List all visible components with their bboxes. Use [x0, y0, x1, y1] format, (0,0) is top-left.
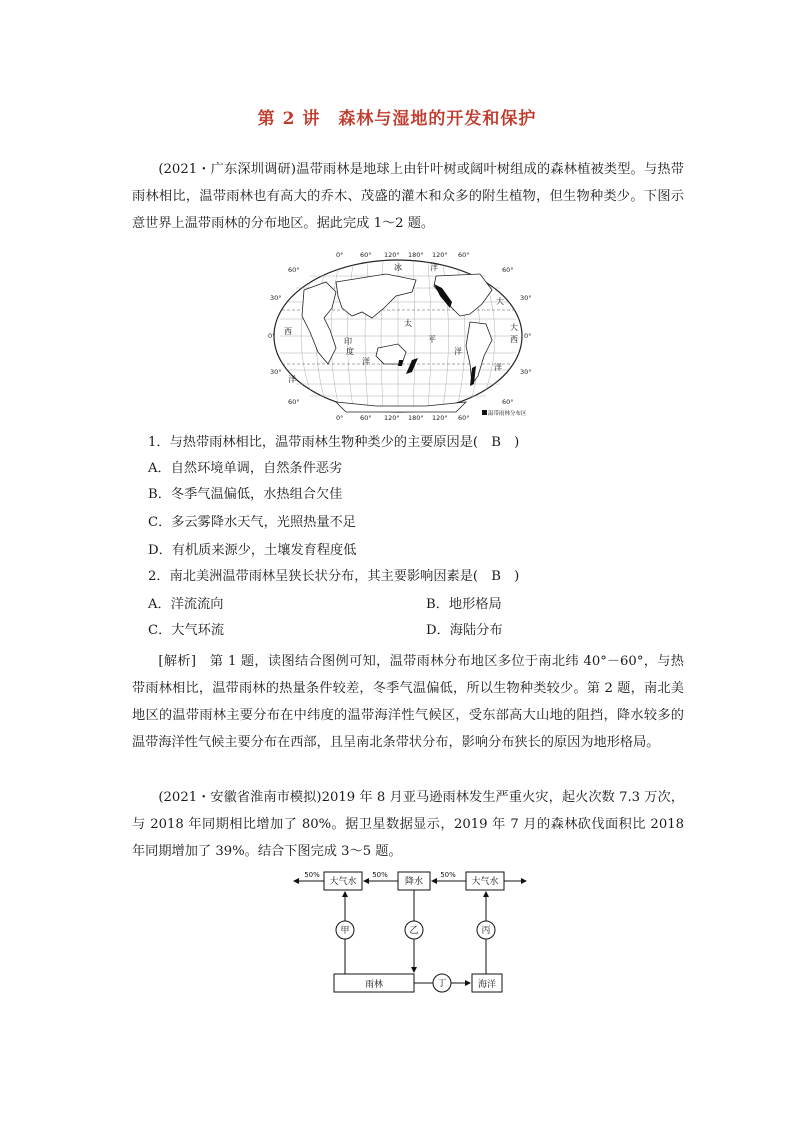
map-ocean-char-11: 大 — [510, 323, 518, 332]
map-ocean-char-7: 洋 — [362, 357, 370, 366]
map-lat-right-2: 0° — [524, 332, 532, 340]
map-ocean-char-12: 西 — [510, 335, 518, 344]
flow-circle-bing: 丙 — [481, 926, 491, 936]
map-lon-bottom-1: 60° — [360, 414, 372, 422]
map-lat-right-1: 30° — [520, 294, 532, 302]
q2-option-c: C．大气环流 — [148, 623, 225, 638]
map-ocean-char-1: 洋 — [430, 263, 438, 272]
flow-circle-yi: 乙 — [409, 926, 419, 936]
map-ocean-char-8: 西 — [284, 327, 292, 336]
map-lon-top-1: 60° — [360, 252, 372, 259]
map-ocean-char-5: 印 — [344, 337, 352, 346]
q1-option-d: D．有机质来源少，土壤发育程度低 — [148, 543, 357, 558]
flow-box1-label: 大气水 — [329, 877, 357, 887]
map-lat-left-3: 30° — [270, 368, 282, 376]
map-lon-bottom-4: 120° — [432, 414, 448, 422]
analysis-paragraph: [解析] 第 1 题，读图结合图例可知，温带雨林分布地区多位于南北纬 40°－60°，与热带雨林相比，温带雨林的热量条件较差，冬季气温偏低，所以生物种类较少。第 2 题，南北美地区的温带雨林主要分布在中纬度的温带海洋性气候区，受东部高大山地的阻挡，降水较多的温带海洋性气候主要分布在西部，且呈南北条带状分布，影响分布狭长的原因为地形格局。 — [132, 654, 684, 750]
legend-swatch — [482, 410, 487, 415]
flow-pct-3: 50% — [440, 871, 456, 879]
map-ocean-char-6: 度 — [346, 347, 354, 356]
q2-option-b: B．地形格局 — [426, 597, 502, 612]
q1-option-c: C．多云雾降水天气，光照热量不足 — [148, 515, 356, 530]
flow-box3-label: 大气水 — [471, 877, 499, 887]
flow-pct-2: 50% — [372, 871, 388, 879]
q2-stem: 2．南北美洲温带雨林呈狭长状分布，其主要影响因素是( B ) — [148, 569, 520, 584]
q1-stem: 1．与热带雨林相比，温带雨林生物种类少的主要原因是( B ) — [148, 435, 520, 450]
map-lon-top-3: 180° — [408, 252, 424, 259]
map-ocean-char-0: 冰 — [394, 263, 402, 272]
map-lat-left-2: 0° — [268, 332, 276, 340]
map-lat-right-4: 60° — [502, 398, 514, 406]
flow-circle-jia: 甲 — [340, 926, 350, 936]
map-lat-left-4: 60° — [288, 398, 300, 406]
map-ocean-char-9: 大 — [496, 297, 504, 306]
map-ocean-char-4: 洋 — [454, 347, 462, 356]
flow-pct-1: 50% — [304, 871, 320, 879]
map-lat-left-1: 30° — [270, 294, 282, 302]
q2-option-a: A．洋流流向 — [148, 597, 224, 612]
map-legend-label: 温带雨林分布区 — [488, 411, 527, 417]
map-lat-right-0: 60° — [502, 266, 514, 274]
q2-option-d: D．海陆分布 — [426, 623, 503, 638]
map-ocean-char-13: 洋 — [494, 363, 502, 372]
world-map-figure — [266, 252, 538, 422]
page-title: 第 2 讲 森林与湿地的开发和保护 — [257, 109, 537, 129]
map-lat-right-3: 30° — [520, 368, 532, 376]
map-lon-top-5: 60° — [458, 252, 470, 259]
q1-option-a: A．自然环境单调，自然条件恶劣 — [148, 461, 343, 476]
water-cycle-diagram — [290, 866, 530, 996]
intro-paragraph-1: (2021・广东深圳调研)温带雨林是地球上由针叶树或阔叶树组成的森林植被类型。与热带雨林相比，温带雨林也有高大的乔木、茂盛的灌木和众多的附生植物，但生物种类少。下图示意世界上温带雨林的分布地区。据此完成 1～2 题。 — [132, 162, 684, 231]
flow-box5-label: 海洋 — [477, 980, 497, 990]
map-lon-bottom-2: 120° — [384, 414, 400, 422]
map-lon-bottom-0: 0° — [336, 414, 344, 422]
flow-circle-ding: 丁 — [437, 979, 447, 989]
map-lon-top-4: 120° — [432, 252, 448, 259]
map-lon-bottom-5: 60° — [458, 414, 470, 422]
map-lon-top-0: 0° — [336, 252, 344, 259]
intro-paragraph-2: (2021・安徽省淮南市模拟)2019 年 8 月亚马逊雨林发生严重火灾，起火次数 7.3 万次，与 2018 年同期相比增加了 80%。据卫星数据显示，2019 年 7 月的森林砍伐面积比 2018 年同期增加了 39%。结合下图完成 3～5 题。 — [132, 790, 684, 859]
map-lon-top-2: 120° — [384, 252, 400, 259]
map-lon-bottom-3: 180° — [408, 414, 424, 422]
flow-box4-label: 雨林 — [364, 980, 384, 990]
map-ocean-char-3: 平 — [428, 335, 436, 344]
map-ocean-char-2: 太 — [404, 319, 412, 328]
map-lat-left-0: 60° — [288, 266, 300, 274]
flow-box2-label: 降水 — [404, 877, 424, 887]
q1-option-b: B．冬季气温偏低，水热组合欠佳 — [148, 487, 343, 502]
map-ocean-char-10: 洋 — [288, 375, 296, 384]
